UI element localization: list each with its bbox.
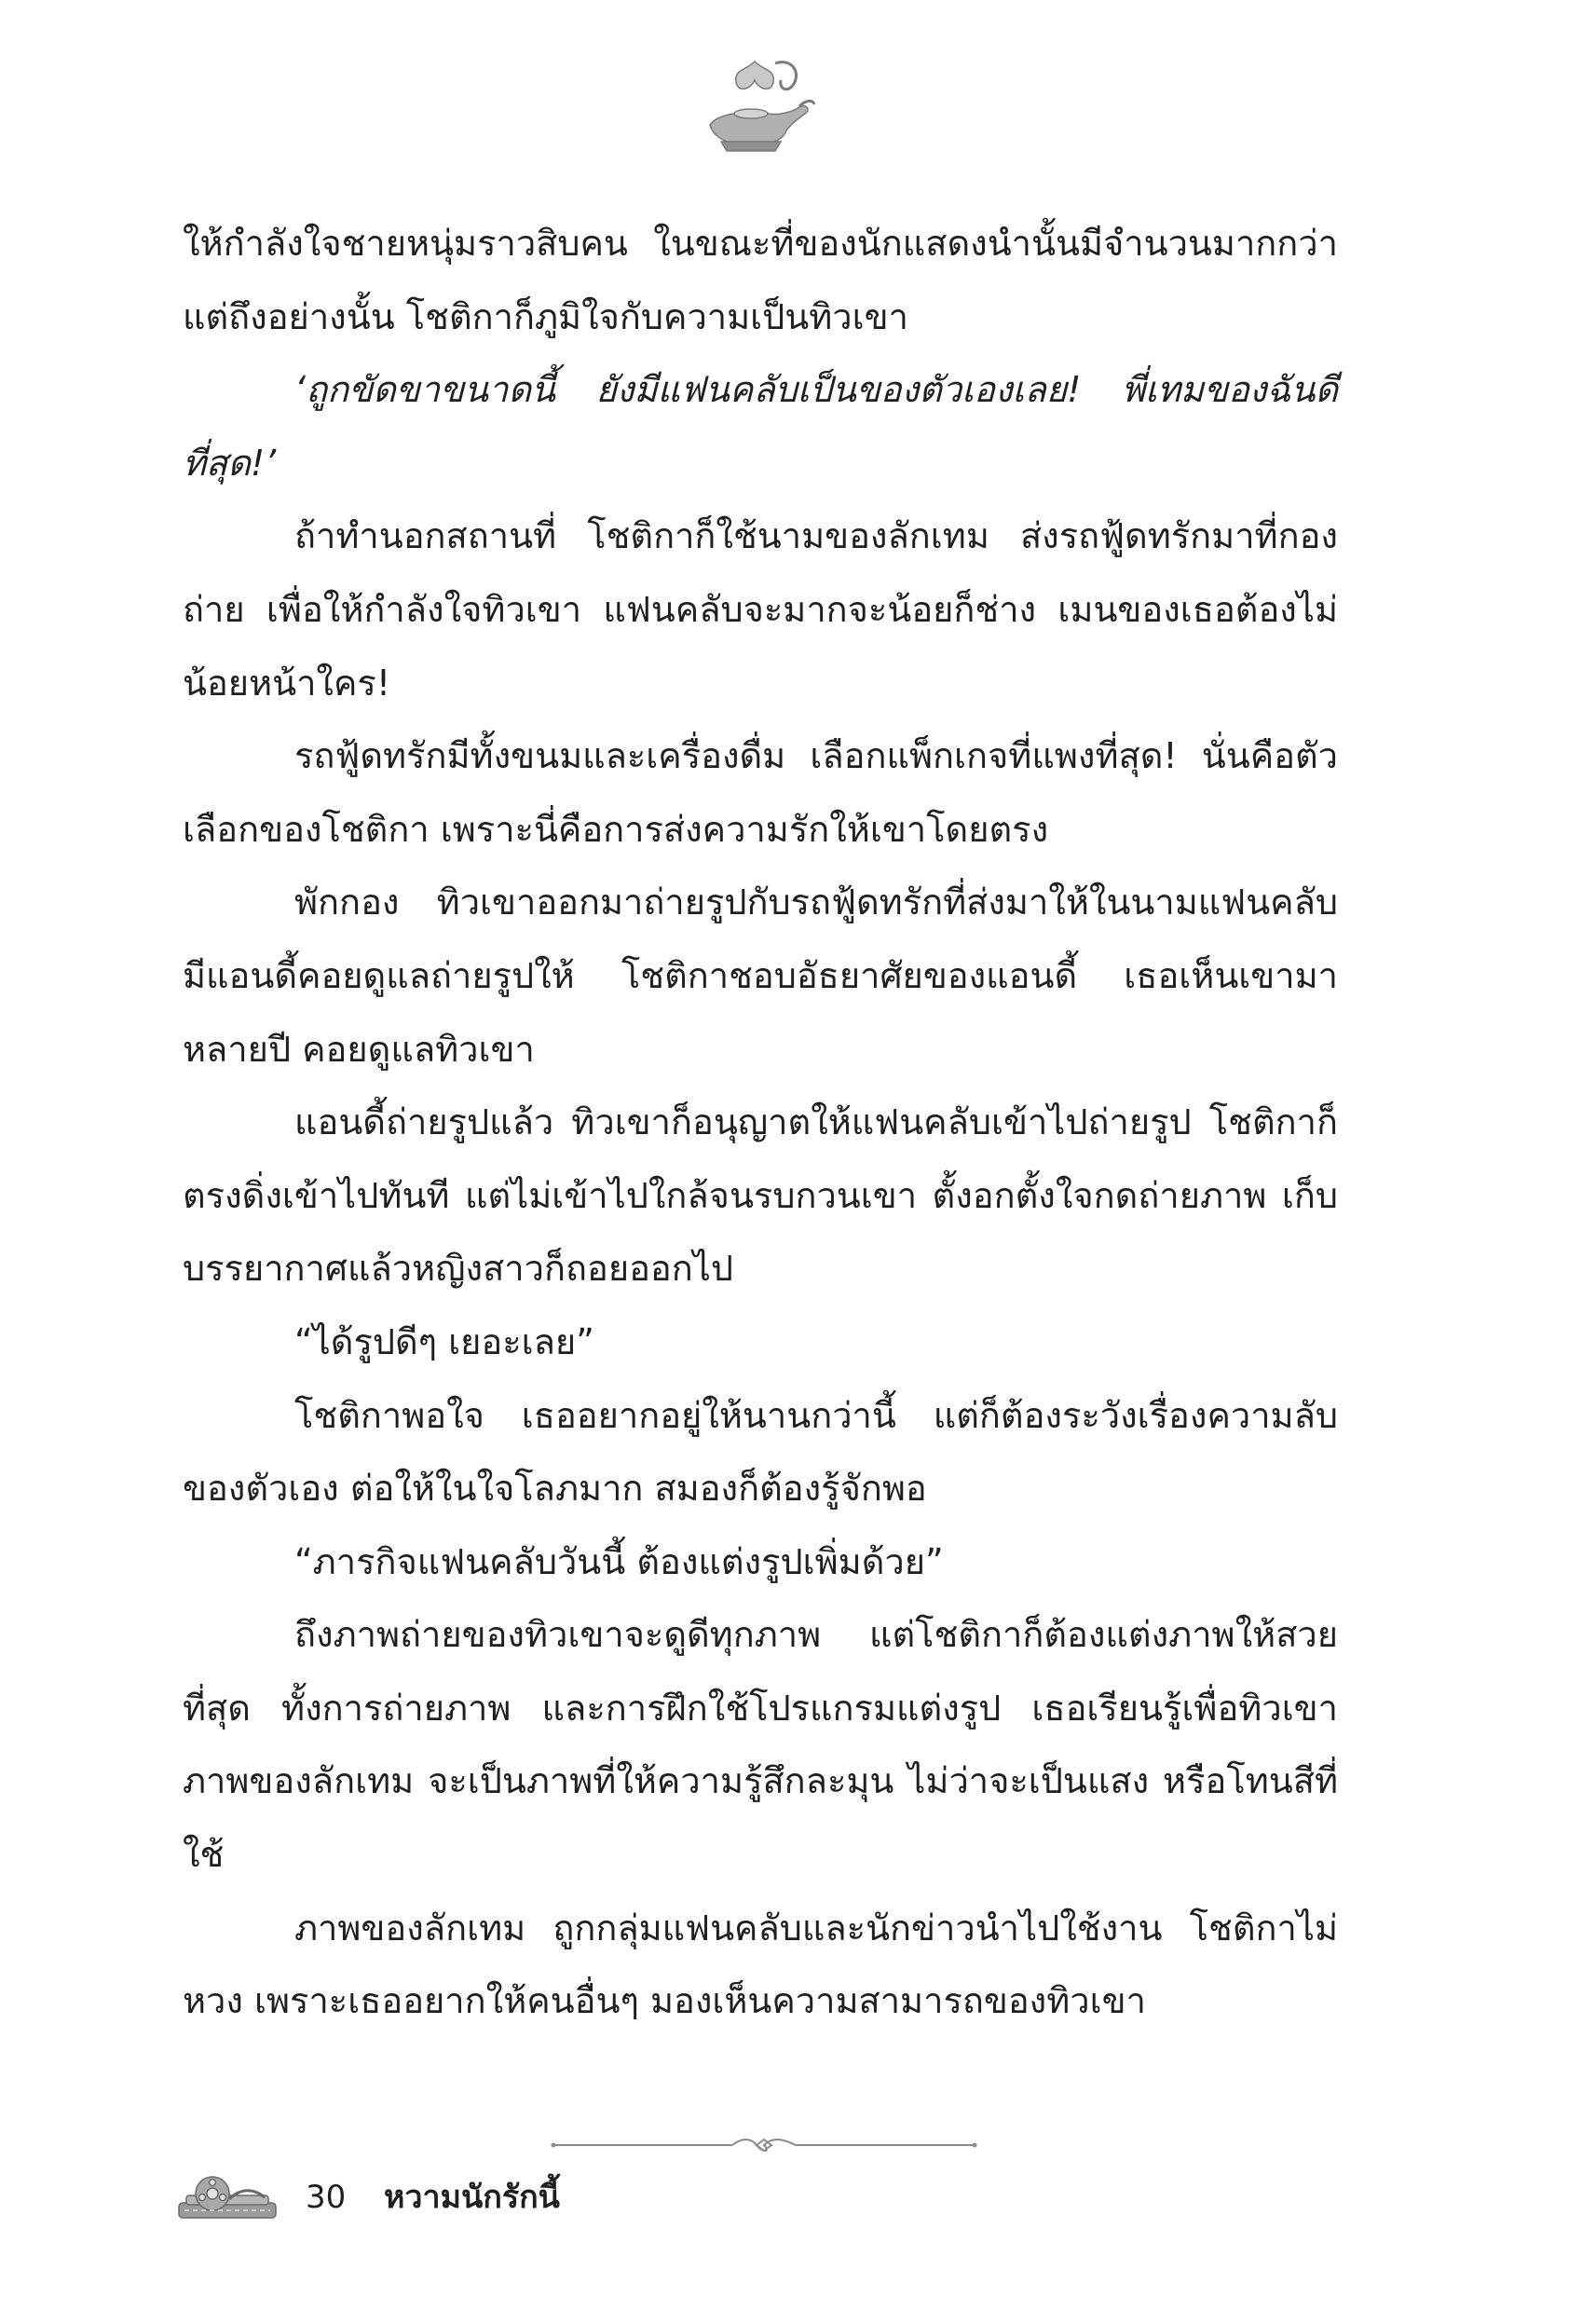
paragraph: ถึงภาพถ่ายของทิวเขาจะดูดีทุกภาพ แต่โชติกาก็ต้องแต่งภาพให้สวยที่สุด ทั้งการถ่ายภาพ และการฝึกใช้โปรแกรมแต่งรูป เธอเรียนรู้เพื่อทิวเขา ภาพของลักเทม จะเป็นภาพที่ให้ความรู้สึกละมุน ไม่ว่าจะเป็นแสง หรือโทนสีที่ใช้ — [183, 1614, 1338, 1876]
divider-ornament-icon — [550, 2134, 978, 2156]
paragraph: ภาพของลักเทม ถูกกลุ่มแฟนคลับและนักข่าวนำไปใช้งาน โชติกาไม่หวง เพราะเธออยากให้คนอื่นๆ มองเห็นความสามารถของทิวเขา — [183, 1907, 1338, 2022]
lamp-ornament-icon — [689, 52, 820, 164]
paragraph: แอนดี้ถ่ายรูปแล้ว ทิวเขาก็อนุญาตให้แฟนคลับเข้าไปถ่ายรูป โชติกาก็ตรงดิ่งเข้าไปทันที แต่ไม่เข้าไปใกล้จนรบกวนเขา ตั้งอกตั้งใจกดถ่ายภาพ เก็บบรรยากาศแล้วหญิงสาวก็ถอยออกไป — [183, 1101, 1338, 1290]
paragraph: โชติกาพอใจ เธออยากอยู่ให้นานกว่านี้ แต่ก็ต้องระวังเรื่องความลับของตัวเอง ต่อให้ในใจโลภมาก สมองก็ต้องรู้จักพอ — [183, 1394, 1338, 1510]
page-number: 30 — [306, 2179, 347, 2216]
paragraph: “ได้รูปดีๆ เยอะเลย” — [294, 1320, 594, 1362]
body-text — [183, 207, 1338, 2038]
film-reel-logo-icon — [175, 2171, 280, 2225]
paragraph: รถฟู้ดทรักมีทั้งขนมและเครื่องดื่ม เลือกแพ็กเกจที่แพงที่สุด! นั่นคือตัวเลือกของโชติกา เพราะนี่คือการส่งความรักให้เขาโดยตรง — [183, 735, 1338, 850]
book-title: หวามนักรักนี้ — [384, 2179, 560, 2216]
paragraph: “ภารกิจแฟนคลับวันนี้ ต้องแต่งรูปเพิ่มด้วย” — [294, 1540, 944, 1582]
paragraph: ‘ถูกขัดขาขนาดนี้ ยังมีแฟนคลับเป็นของตัวเองเลย! พี่เทมของฉันดีที่สุด!’ — [183, 369, 1338, 484]
paragraph: ให้กำลังใจชายหนุ่มราวสิบคน ในขณะที่ของนักแสดงนำนั้นมีจำนวนมากกว่า แต่ถึงอย่างนั้น โชติกาก็ภูมิใจกับความเป็นทิวเขา — [183, 223, 1338, 337]
paragraph: พักกอง ทิวเขาออกมาถ่ายรูปกับรถฟู้ดทรักที่ส่งมาให้ในนามแฟนคลับ มีแอนดี้คอยดูแลถ่ายรูปให้ โชติกาชอบอัธยาศัยของแอนดี้ เธอเห็นเขามาหลายปี คอยดูแลทิวเขา — [183, 882, 1338, 1070]
paragraph: ถ้าทำนอกสถานที่ โชติกาก็ใช้นามของลักเทม ส่งรถฟู้ดทรักมาที่กองถ่าย เพื่อให้กำลังใจทิวเขา แฟนคลับจะมากจะน้อยก็ช่าง เมนของเธอต้องไม่น้อยหน้าใคร! — [183, 515, 1338, 704]
